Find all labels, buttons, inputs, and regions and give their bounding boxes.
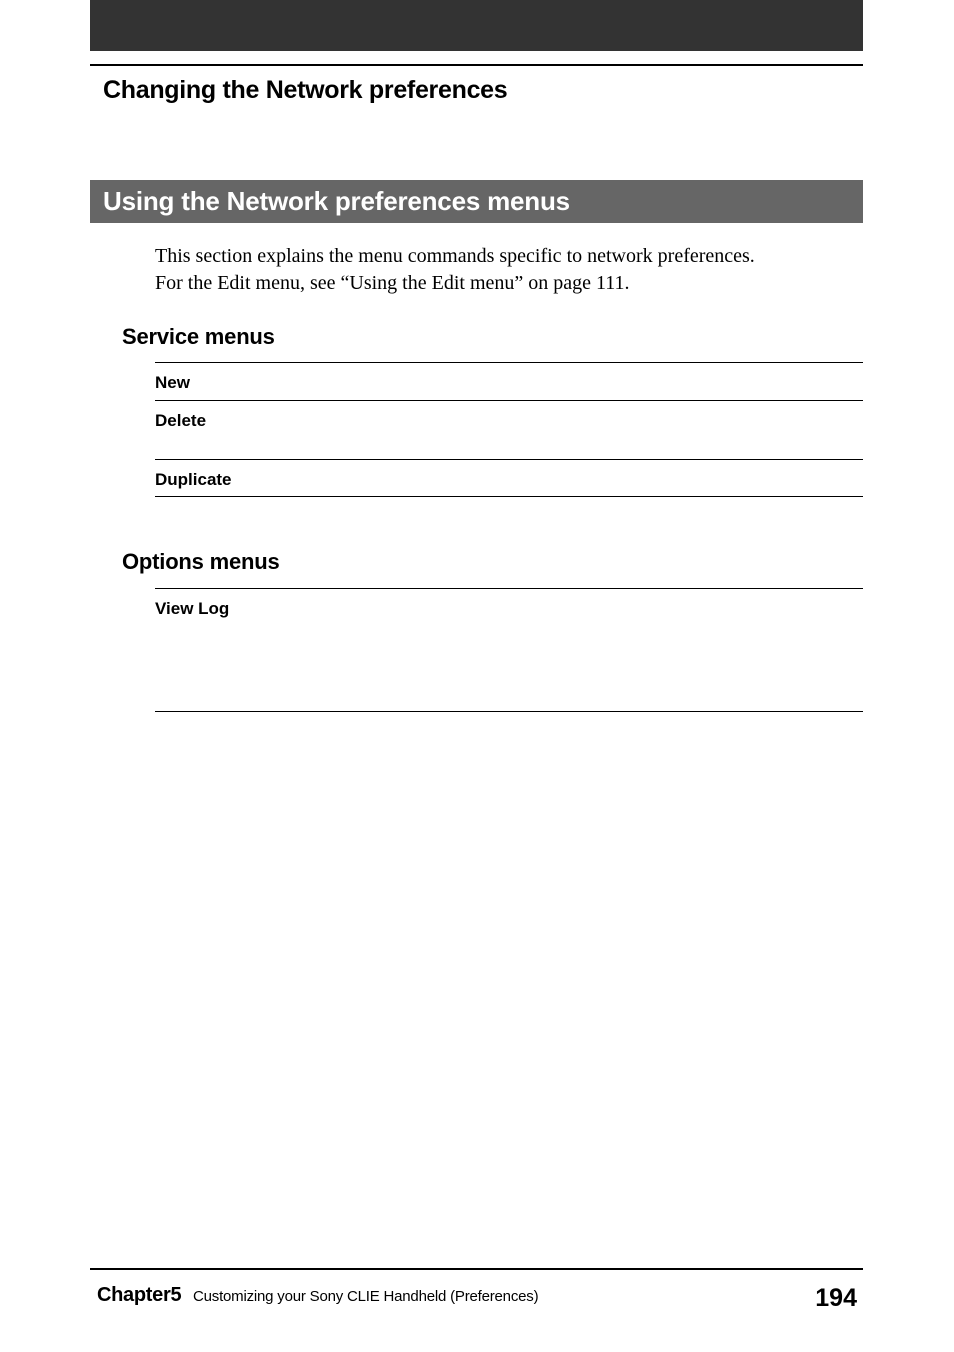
section-title: Changing the Network preferences bbox=[103, 76, 508, 104]
subsection-banner bbox=[90, 180, 863, 223]
intro-line-2: For the Edit menu, see “Using the Edit menu” on page 111. bbox=[155, 272, 630, 294]
menu-row-delete bbox=[155, 401, 863, 460]
chapter-label: Chapter5 bbox=[97, 1284, 182, 1306]
service-menus-heading: Service menus bbox=[122, 324, 275, 349]
top-header-bar bbox=[90, 0, 863, 51]
options-menus-heading: Options menus bbox=[122, 549, 280, 574]
footer-rule bbox=[90, 1268, 863, 1270]
menu-item-new: New bbox=[155, 373, 190, 392]
menu-row-view-log bbox=[155, 588, 863, 712]
intro-line-1: This section explains the menu commands specific to network preferences. bbox=[155, 245, 755, 267]
chapter-title: Customizing your Sony CLIE Handheld (Preferences) bbox=[193, 1288, 539, 1305]
service-menus-table bbox=[155, 362, 863, 497]
menu-item-delete: Delete bbox=[155, 411, 207, 430]
page-number: 194 bbox=[815, 1284, 857, 1312]
menu-item-view-log: View Log bbox=[155, 599, 230, 618]
menu-row-new bbox=[155, 362, 863, 401]
subsection-title: Using the Network preferences menus bbox=[103, 186, 570, 216]
menu-row-duplicate bbox=[155, 460, 863, 497]
options-menus-table bbox=[155, 588, 863, 712]
menu-item-duplicate: Duplicate bbox=[155, 470, 232, 489]
intro-paragraph bbox=[155, 243, 855, 297]
header-rule bbox=[90, 64, 863, 66]
